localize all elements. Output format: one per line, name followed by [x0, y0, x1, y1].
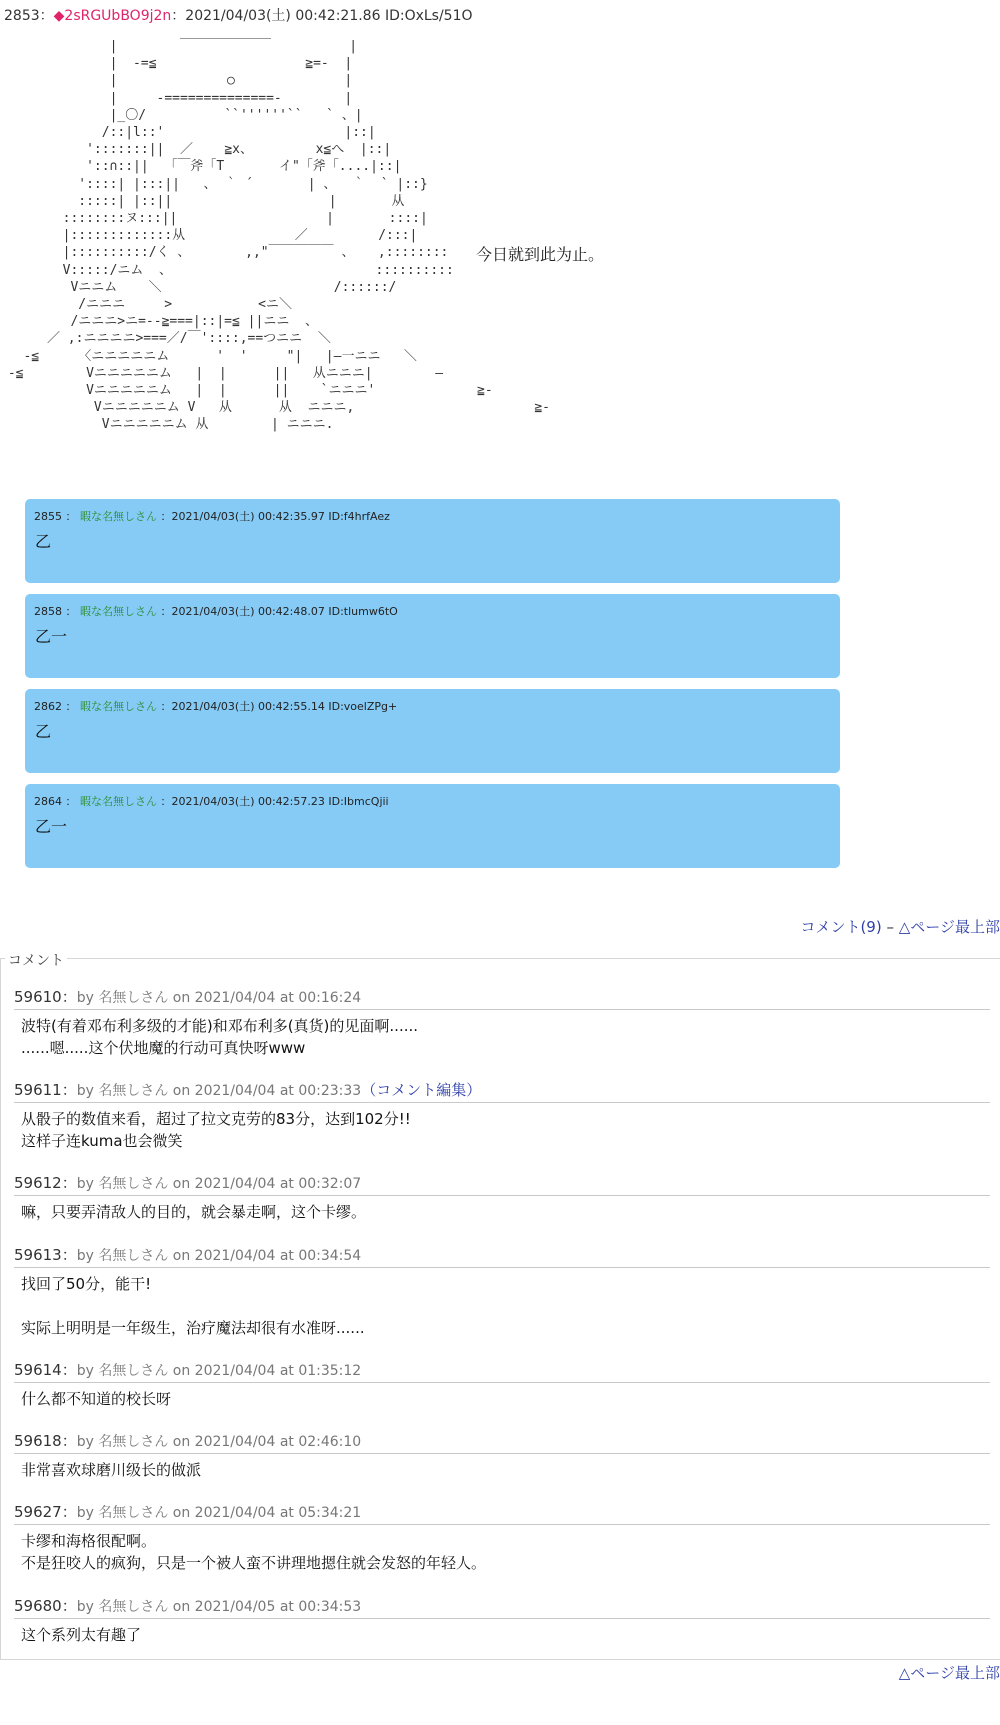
ascii-art: | ￣￣￣￣￣￣￣ | | -=≦ ≧=- | | ○ | | -==============- | |_〇/ ``''''''`` ` 、| /::|l::' |::| ':::::::|| ／ ≧x、 x≦へ |::| '::∩::|| 「￣斧「T イ"「斧「....|::| '::::| |:::|| 、 ｀ ´ | 、 ｀ ` |::} :::::| |::|| | 从 ::::::::ヌ:::|| | ::::| |:::::::::::::从 ／ /:::| |::::::::::/く 、 ,,"￣￣￣￣￣ 、 ,:::::::: V:::::/ニム 、 :::::::::: Vニニム ＼ /::::::/ /ニニニ > <ニ＼ /ニニニ>ニ=--≧===|::|=≦ ||ニニ 、 ／ ,:ニニニニ>===／/￣'::::,==つニニ ＼ -≦ 〈ニニニニニム ' ' "| |―一ニニ ＼ -≦ Vニニニニニム | | || 从ニニニ| ― Vニニニニニム | | || `ニニニ' ≧- Vニニニニニム V 从 从 ニニニ, ≧- Vニニニニニム 从 | ニニニ. [7, 39, 550, 433]
reply-meta: ：2021/04/03(土) 00:42:35.97 ID:f4hrfAez [160, 510, 390, 523]
comment-id: 59612： [14, 1174, 77, 1192]
comment-body: 这个系列太有趣了 [21, 1626, 142, 1644]
comment-byline: by 名無しさん on 2021/04/04 at 01:35:12 [76, 1363, 362, 1379]
post-header [4, 5, 473, 25]
reply-name: 暇な名無しさん [80, 795, 157, 808]
comment-body: 从骰子的数值来看，超过了拉文克劳的83分，达到102分!! 这样子连kuma也会微笑 [21, 1110, 411, 1150]
comment-item [14, 1501, 990, 1574]
comment-byline: by 名無しさん on 2021/04/04 at 05:34:21 [76, 1505, 362, 1521]
comments-legend: コメント [5, 950, 67, 970]
comment-id: 59627： [14, 1503, 77, 1521]
reply-card [25, 784, 840, 868]
comment-edit-link[interactable]: （コメント編集） [361, 1081, 482, 1099]
post-caption: 今日就到此为止。 [476, 245, 605, 264]
reply-number: 2862 [34, 700, 62, 713]
comment-body: 波特(有着邓布利多级的才能)和邓布利多(真货)的见面啊...... ......嗯.....这个伏地魔的行动可真快呀www [21, 1017, 419, 1057]
comment-header [14, 1359, 990, 1383]
reply-name: 暇な名無しさん [80, 510, 157, 523]
comment-byline: by 名無しさん on 2021/04/04 at 00:16:24 [76, 990, 362, 1006]
comment-body: 什么都不知道的校长呀 [21, 1390, 172, 1408]
reply-body: 乙 [35, 532, 52, 551]
comment-id: 59611： [14, 1081, 77, 1099]
comment-header [14, 1244, 990, 1268]
comment-item [14, 1595, 990, 1646]
reply-header: 2862 ： 暇な名無しさん ：2021/04/03(土) 00:42:55.14 ID:voelZPg+ [34, 700, 398, 713]
reply-body: 乙一 [35, 817, 68, 836]
comment-id: 59613： [14, 1246, 77, 1264]
comment-byline: by 名無しさん on 2021/04/04 at 02:46:10 [76, 1434, 362, 1450]
comment-header [14, 1172, 990, 1196]
comment-byline: by 名無しさん on 2021/04/04 at 00:32:07 [76, 1176, 362, 1192]
comment-item [14, 986, 990, 1059]
reply-card [25, 594, 840, 678]
comment-body: 卡缪和海格很配啊。 不是狂咬人的疯狗，只是一个被人蛮不讲理地摁住就会发怒的年轻人。 [21, 1532, 487, 1572]
page-top-link-bottom[interactable]: △ページ最上部 [898, 1664, 1000, 1682]
comment-header [14, 1430, 990, 1454]
reply-header: 2855 ： 暇な名無しさん ：2021/04/03(土) 00:42:35.97 ID:f4hrfAez [34, 510, 390, 523]
reply-body: 乙一 [35, 627, 68, 646]
reply-body: 乙 [35, 722, 52, 741]
reply-card [25, 499, 840, 583]
comment-id: 59610： [14, 988, 77, 1006]
comment-item [14, 1244, 990, 1339]
comment-id: 59618： [14, 1432, 77, 1450]
poster-trip[interactable]: ◆2sRGUbBO9j2n [53, 8, 172, 24]
reply-header: 2864 ： 暇な名無しさん ：2021/04/03(土) 00:42:57.23 ID:IbmcQjii [34, 795, 389, 808]
reply-number: 2855 [34, 510, 62, 523]
reply-meta: ：2021/04/03(土) 00:42:55.14 ID:voelZPg+ [160, 700, 398, 713]
reply-meta: ：2021/04/03(土) 00:42:57.23 ID:IbmcQjii [160, 795, 389, 808]
comment-byline: by 名無しさん on 2021/04/05 at 00:34:53 [76, 1599, 362, 1615]
post-separator: ： [39, 8, 54, 24]
reply-number: 2858 [34, 605, 62, 618]
comment-count-link[interactable]: コメント(9) [800, 918, 882, 936]
reply-name: 暇な名無しさん [80, 700, 157, 713]
reply-header: 2858 ： 暇な名無しさん ：2021/04/03(土) 00:42:48.07 ID:tlumw6tO [34, 605, 398, 618]
reply-meta: ：2021/04/03(土) 00:42:48.07 ID:tlumw6tO [160, 605, 398, 618]
bottom-nav [899, 1662, 1000, 1683]
comment-header [14, 1595, 990, 1619]
comment-byline: by 名無しさん on 2021/04/04 at 00:34:54 [76, 1248, 362, 1264]
comment-item [14, 1172, 990, 1223]
comment-header [14, 1079, 990, 1103]
post-meta: ：2021/04/03(土) 00:42:21.86 ID:OxLs/51O [171, 8, 473, 24]
comment-item [14, 1079, 990, 1152]
comment-header [14, 986, 990, 1010]
comment-byline: by 名無しさん on 2021/04/04 at 00:23:33 [76, 1083, 362, 1099]
reply-name: 暇な名無しさん [80, 605, 157, 618]
comment-body: 非常喜欢球磨川级长的做派 [21, 1461, 202, 1479]
comment-header [14, 1501, 990, 1525]
reply-number: 2864 [34, 795, 62, 808]
comment-body: 找回了50分，能干! 实际上明明是一年级生，治疗魔法却很有水准呀...... [21, 1275, 365, 1337]
post-number: 2853 [4, 8, 40, 24]
comment-id: 59680： [14, 1597, 77, 1615]
comment-id: 59614： [14, 1361, 77, 1379]
reply-card [25, 689, 840, 773]
page-top-link[interactable]: △ページ最上部 [898, 918, 1000, 936]
comment-item [14, 1359, 990, 1410]
page-nav-links [800, 916, 1000, 937]
comment-item [14, 1430, 990, 1481]
comment-body: 嘛，只要弄清敌人的目的，就会暴走啊，这个卡缪。 [21, 1203, 367, 1221]
nav-dash: – [881, 918, 899, 936]
